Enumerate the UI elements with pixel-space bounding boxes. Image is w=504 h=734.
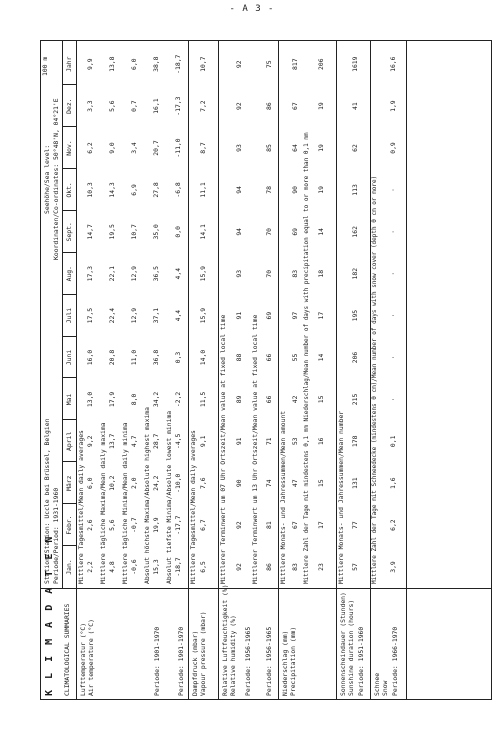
table-cell: 47 [291,479,299,488]
table-cell: 57 [351,563,359,571]
table-cell: 14,3 [108,182,116,198]
table-cell: 11,5 [199,391,207,408]
table-cell: · [389,229,397,234]
table-cell: 15,9 [199,266,207,282]
label-snow-days: Mittlere Zahl der Tage mit Schneedecke (mindestens 0 cm)/Mean number of days with snow cover (depth 0 cm or more) [371,175,378,584]
temp-label-de: Lufttemperatur (°C) [79,622,87,696]
label-temp-min: Mittlere tägliche Minima/Mean daily minima [121,422,129,584]
table-cell: 5,6 [108,100,116,112]
table-cell: 17 [317,311,325,320]
table-cell: 17,9 [108,391,116,408]
table-cell: 36,8 [152,349,160,366]
table-cell: 97 [291,311,299,320]
table-cell: 15,3 [152,559,160,575]
table-cell: 69 [291,227,299,236]
sun-label-en: Sunshine duration (hours) [347,599,355,696]
label-precip-sum: Mittlere Monats- und Jahressummen/Mean amount [279,410,287,584]
table-cell: 16,6 [389,56,397,72]
table-cell: 62 [351,144,359,152]
table-cell: 90 [235,479,243,488]
climate-table [40,40,492,700]
table-cell: 10,7 [199,56,207,72]
table-cell: 10,7 [130,224,138,240]
table-cell: 15 [317,395,325,404]
pressure-label-de: Dampfdruck (mbar) [191,630,199,696]
snow-label-de: Schnee [373,672,381,696]
table-cell: 69 [265,311,273,320]
table-cell: 14,0 [199,349,207,366]
table-cell: 11,1 [199,182,207,198]
table-cell: 6,0 [86,477,94,489]
table-cell: 6,5 [199,561,207,573]
table-cell: 92 [235,60,243,69]
table-cell: 67 [291,102,299,110]
table-cell: 71 [265,437,273,446]
table-cell: -17,3 [174,96,182,116]
column-rule [62,419,76,420]
table-cell: 70 [265,269,273,278]
divider [336,40,337,700]
table-cell: 7,6 [199,477,207,489]
table-cell: 6,2 [389,519,397,531]
label-hum-13: Mittlerer Terminwert um 13 Uhr Ortszeit/Mean value at fixed local time [251,314,259,584]
coordinates: Koordinaten/Co-ordinates: 50°48'N, 04°21'E [52,98,60,260]
table-cell: -10,0 [174,473,182,493]
table-cell: 92 [235,102,243,110]
table-cell: 37,1 [152,307,160,324]
table-cell: 35,0 [152,224,160,240]
table-cell: 0,3 [174,351,182,364]
table-cell: 74 [265,479,273,488]
table-cell: -18,7 [174,54,182,74]
table-cell: 817 [291,58,299,70]
column-rule [62,461,76,462]
table-cell: 16 [317,437,325,446]
table-cell: 4,4 [174,267,182,280]
table-cell: -2,2 [174,391,182,408]
month-header: Dez. [65,98,73,114]
table-cell: -0,6 [130,559,138,575]
humidity-label-en: Relative humidity (%) [229,615,237,696]
table-cell: 38,8 [152,56,160,72]
table-cell: 9,2 [86,435,94,448]
table-cell: 4,7 [130,435,138,448]
label-temp-absmin: Absolut tiefste Minima/Absolute lowest minima [165,410,173,584]
snow-period: Periode: 1966-1970 [391,626,399,696]
table-cell: 93 [235,269,243,278]
table-cell: 83 [291,269,299,278]
table-cell: 178 [351,435,359,448]
table-cell: 20,7 [152,140,160,156]
table-cell: 20,8 [108,349,116,366]
table-cell: · [389,313,397,318]
table-cell: 6,0 [130,58,138,70]
divider [278,40,279,700]
table-cell: 16,1 [152,98,160,114]
table-cell: 94 [235,227,243,236]
table-subtitle: CLIMATOLOGICAL SUMMARIES [63,603,71,696]
table-cell: 10,2 [108,475,116,491]
table-cell: 23 [317,563,325,571]
table-cell: · [389,397,397,402]
column-rule [62,336,76,337]
table-cell: 19 [317,186,325,194]
month-header: Aug. [65,266,73,282]
station-period: Periode/Period: 1931-1960 [52,487,60,584]
column-rule [62,168,76,169]
table-cell: 15 [317,479,325,488]
table-cell: 2,0 [130,477,138,489]
table-cell: · [389,187,397,192]
table-cell: 86 [265,102,273,110]
table-cell: 6,2 [86,142,94,154]
table-cell: 16,0 [86,349,94,366]
column-rule [62,294,76,295]
table-cell: 8,7 [199,142,207,154]
table-cell: -0,7 [130,517,138,533]
table-cell: 18 [317,269,325,278]
label-hum-07: Mittlerer Terminwert um 07 Uhr Ortszeit/Mean value at fixed local time [219,314,227,584]
table-cell: 90 [291,186,299,194]
divider [188,40,189,700]
table-cell: 93 [235,144,243,152]
table-cell: 13,8 [108,56,116,72]
table-cell: 206 [317,58,325,70]
table-cell: -4,5 [174,433,182,450]
table-cell: -6,8 [174,182,182,198]
precip-label-de: Niederschlag (mm) [281,630,289,696]
table-cell: 19,9 [152,517,160,533]
sun-period: Periode: 1951-1960 [357,626,365,696]
table-cell: 64 [291,144,299,152]
table-cell: 36,5 [152,266,160,282]
temp-period-label: Periode: 1901-1970 [153,626,161,696]
table-cell: 19 [317,144,325,152]
humidity-period-b: Periode: 1956-1965 [265,626,273,696]
label-precip-days: Mittlere Zahl der Tage mit mindestens 0,1 mm Niederschlag/Mean number of days with precipitation equal to or more than 0,1 mm [303,132,310,584]
table-cell: 12,9 [130,266,138,282]
table-cell: 2,2 [86,561,94,573]
table-cell: 34,2 [152,391,160,408]
table-cell: 28,7 [152,433,160,450]
table-cell: 17 [317,521,325,529]
table-cell: 9,1 [199,435,207,448]
table-cell: 92 [235,563,243,571]
divider [62,40,63,588]
table-cell: 92 [235,521,243,529]
table-cell: 6,9 [130,184,138,196]
table-cell: 19,5 [108,224,116,240]
table-cell: 91 [235,311,243,320]
column-rule [62,84,76,85]
month-header: Mai [65,393,73,406]
table-cell: 83 [291,563,299,571]
table-cell: 3,3 [86,100,94,112]
page-number: - A 3 - [229,4,275,14]
table-cell: 0,1 [389,435,397,448]
table-cell: -11,0 [174,138,182,158]
column-rule [62,545,76,546]
table-cell: 11,0 [130,349,138,366]
table-cell: 66 [265,395,273,404]
table-cell: 70 [265,227,273,236]
table-cell: 14,1 [199,224,207,240]
month-header: Jan. [65,559,73,575]
label-sun-sum: Mittlere Monats- und Jahressummen/Mean number [337,410,345,584]
table-cell: 1,9 [389,100,397,112]
month-header: Okt. [65,182,73,198]
table-cell: 27,8 [152,182,160,198]
table-cell: 182 [351,267,359,280]
table-cell: 4,4 [174,309,182,322]
table-cell: -18,7 [174,557,182,577]
table-cell: 4,8 [108,561,116,573]
table-cell: 81 [265,521,273,529]
month-header: Febr. [65,515,73,535]
table-cell: 66 [265,353,273,362]
table-cell: 1619 [351,56,359,72]
table-cell: 0,9 [389,142,397,154]
pressure-label-en: Vapour pressure (mbar) [199,611,207,696]
column-rule [62,503,76,504]
table-cell: 22,4 [108,307,116,324]
table-cell: 94 [235,186,243,194]
month-header: Juni [65,349,73,366]
table-cell: 162 [351,226,359,238]
table-title: K L I M A D A T E N [44,534,55,696]
divider [406,40,407,700]
table-cell: 10,3 [86,182,94,198]
table-cell: 13,7 [108,433,116,450]
column-rule [62,126,76,127]
label-temp-absmax: Absolut höchste Maxima/Absolute highest maxima [143,407,151,584]
temp-period-label-2: Periode: 1901-1970 [177,626,185,696]
table-cell: 3,4 [130,142,138,154]
precip-label-en: Precipitation (mm) [289,626,297,696]
table-cell: 88 [235,353,243,362]
table-cell: 215 [351,393,359,406]
table-cell: 15,9 [199,307,207,324]
column-rule [62,210,76,211]
table-cell: 17,3 [86,266,94,282]
month-header: Sept. [65,222,73,242]
table-cell: 9,0 [108,142,116,154]
table-cell: 0,0 [174,226,182,238]
table-cell: -17,7 [174,515,182,535]
table-cell: 13,0 [86,391,94,408]
table-cell: · [389,271,397,276]
station-name: Station/Station: Uccle bei Brüssel, Belgien [43,418,51,584]
humidity-period-a: Periode: 1956-1965 [244,626,252,696]
table-cell: 85 [265,144,273,152]
elevation-value: 100 m [41,56,49,76]
table-cell: 19 [317,102,325,110]
table-cell: 195 [351,309,359,322]
temp-label-en: Air temperature (°C) [87,619,95,696]
table-cell: 113 [351,184,359,196]
table-cell: 89 [235,395,243,404]
table-cell: · [389,355,397,360]
table-cell: 75 [265,60,273,69]
month-header: Jahr [65,56,73,72]
label-temp-max: Mittlere tägliche Maxima/Mean daily maxima [99,422,107,584]
snow-label-en: Snow [381,680,389,696]
table-cell: 1,6 [389,477,397,489]
table-cell: 78 [265,186,273,194]
table-cell: 7,2 [199,100,207,112]
table-cell: 206 [351,351,359,364]
table-cell: 131 [351,477,359,489]
elevation-label: Seehöhe/Sea level: [43,144,51,214]
month-header: April [65,431,73,451]
table-cell: 6,7 [199,519,207,531]
table-cell: 67 [291,521,299,529]
column-rule [62,378,76,379]
table-cell: 14 [317,353,325,362]
label-pressure: Mittlere Tagesmittel/Mean daily averages [189,430,197,584]
table-cell: 17,5 [86,307,94,324]
table-cell: 42 [291,395,299,404]
table-cell: 2,6 [86,519,94,531]
table-cell: 14 [317,227,325,236]
month-header: Juli [65,307,73,324]
label-temp-mean: Mittlere Tagesmittel/Mean daily averages [77,430,85,584]
table-cell: 53 [291,437,299,446]
divider [76,588,77,700]
table-cell: 5,6 [108,519,116,531]
column-rule [62,252,76,253]
humidity-label-de: Relative Luftfeuchtigkeit (%) [221,584,229,696]
table-cell: 91 [235,437,243,446]
table-cell: 55 [291,353,299,362]
table-cell: 22,1 [108,266,116,282]
table-cell: 41 [351,102,359,110]
table-cell: 12,9 [130,307,138,324]
table-cell: 24,2 [152,475,160,491]
table-cell: 0,7 [130,100,138,112]
table-cell: 77 [351,521,359,529]
table-cell: 3,9 [389,561,397,573]
table-cell: 8,0 [130,393,138,406]
table-cell: 9,9 [86,58,94,70]
table-cell: 86 [265,563,273,571]
sun-label-de: Sonnenscheindauer (Stunden) [339,592,347,696]
month-header: März [65,475,73,491]
table-cell: 14,7 [86,224,94,240]
month-header: Nov. [65,140,73,156]
